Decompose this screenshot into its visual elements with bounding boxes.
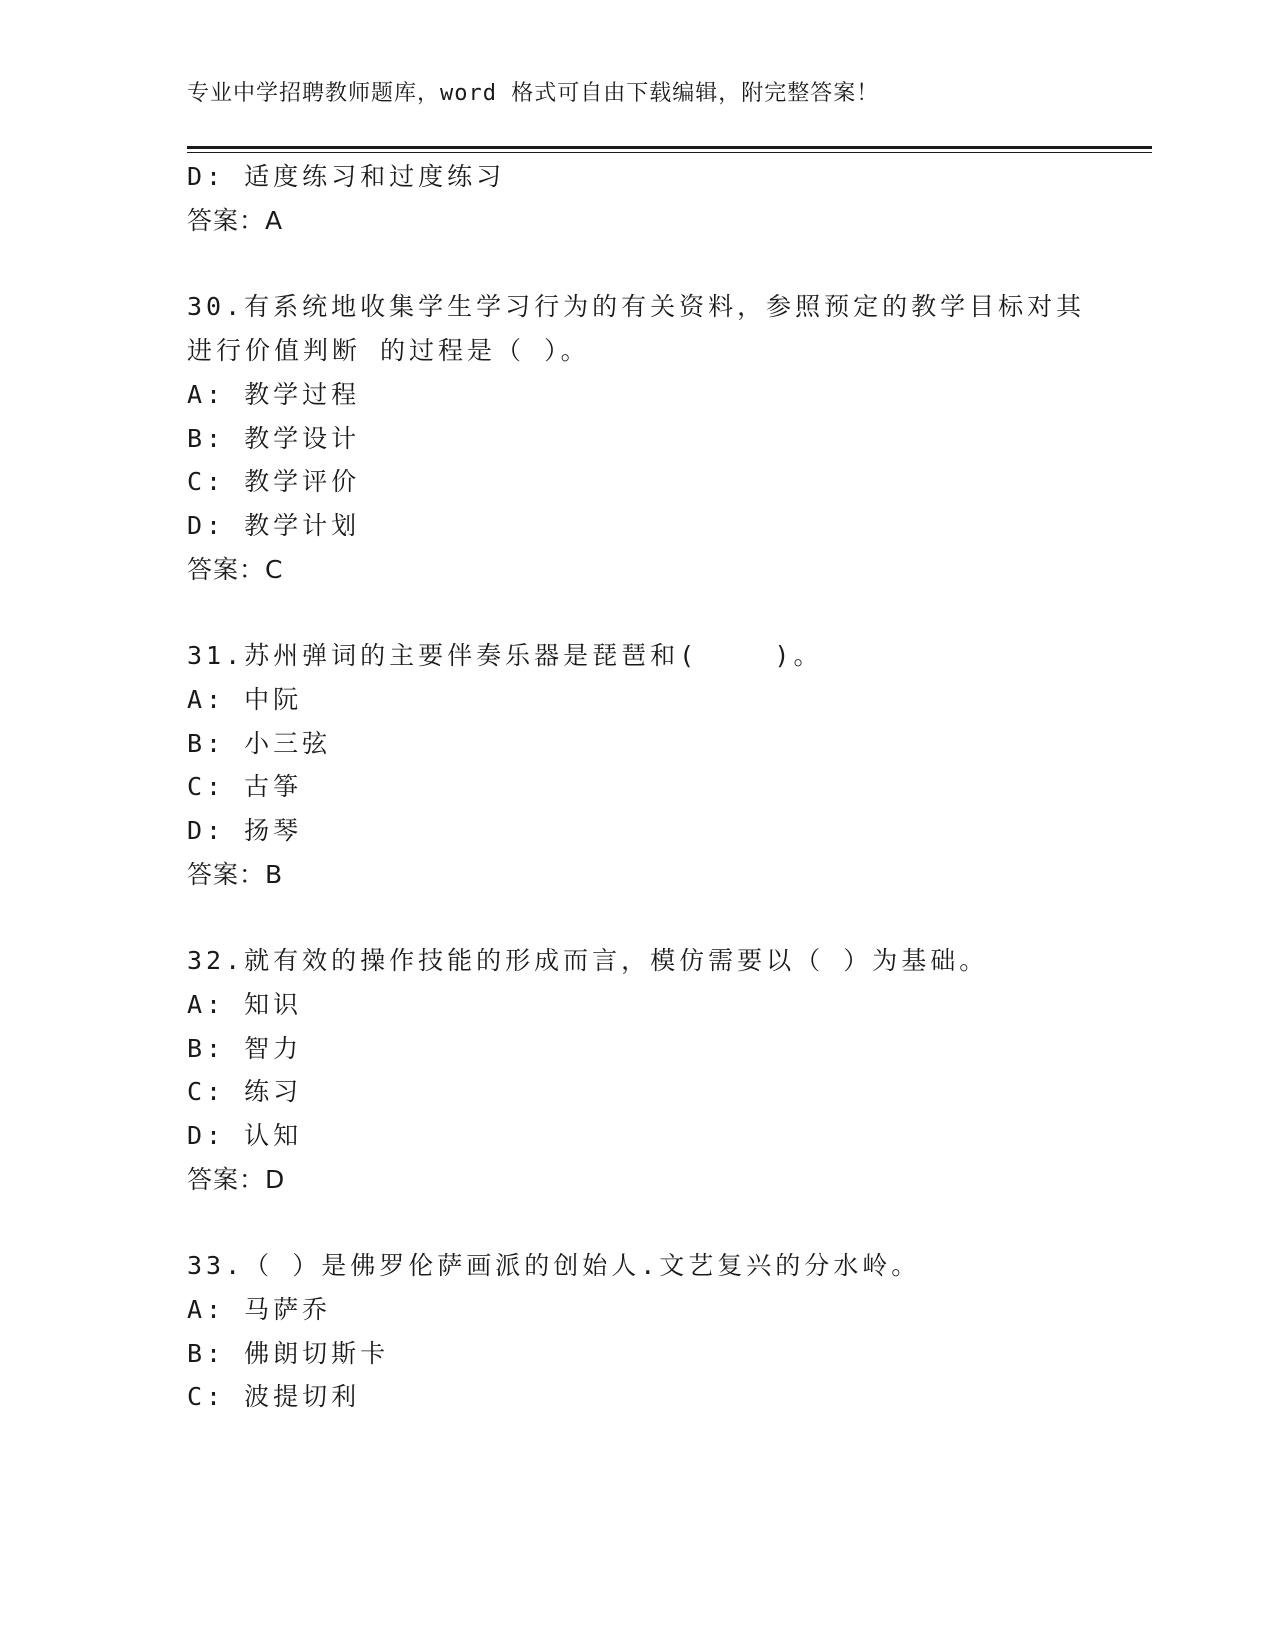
option-d-prev: D: 适度练习和过度练习 bbox=[187, 162, 506, 191]
header-rule-thin bbox=[187, 152, 1152, 153]
question-31-option-b: B: 小三弦 bbox=[187, 729, 332, 758]
question-33-option-c: C: 波提切利 bbox=[187, 1382, 361, 1411]
question-30-option-d: D: 教学计划 bbox=[187, 511, 361, 540]
header-rule-thick bbox=[187, 146, 1152, 149]
question-31-option-c: C: 古筝 bbox=[187, 772, 303, 801]
answer-prev: 答案：A bbox=[187, 206, 284, 235]
question-33-option-b: B: 佛朗切斯卡 bbox=[187, 1339, 390, 1368]
question-30-option-b: B: 教学设计 bbox=[187, 424, 361, 453]
page-header: 专业中学招聘教师题库，word 格式可自由下载编辑，附完整答案！ bbox=[187, 81, 880, 106]
question-31-answer: 答案：B bbox=[187, 860, 284, 889]
question-30-stem-1: 30.有系统地收集学生学习行为的有关资料，参照预定的教学目标对其 bbox=[187, 292, 1086, 321]
question-33-stem: 33.（ ）是佛罗伦萨画派的创始人.文艺复兴的分水岭。 bbox=[187, 1251, 921, 1280]
question-33-option-a: A: 马萨乔 bbox=[187, 1295, 332, 1324]
question-30-option-a: A: 教学过程 bbox=[187, 380, 361, 409]
question-32-option-d: D: 认知 bbox=[187, 1121, 303, 1150]
question-32-stem: 32.就有效的操作技能的形成而言，模仿需要以（ ）为基础。 bbox=[187, 946, 989, 975]
question-32-option-c: C: 练习 bbox=[187, 1077, 303, 1106]
question-32-option-b: B: 智力 bbox=[187, 1034, 303, 1063]
question-32-option-a: A: 知识 bbox=[187, 990, 303, 1019]
question-31-option-d: D: 扬琴 bbox=[187, 816, 303, 845]
question-30-stem-2: 进行价值判断 的过程是（ ）。 bbox=[187, 336, 590, 365]
question-31-option-a: A: 中阮 bbox=[187, 685, 303, 714]
question-31-stem: 31.苏州弹词的主要伴奏乐器是琵琶和( )。 bbox=[187, 641, 823, 670]
question-32-answer: 答案：D bbox=[187, 1165, 286, 1194]
question-30-answer: 答案：C bbox=[187, 555, 284, 584]
question-30-option-c: C: 教学评价 bbox=[187, 467, 361, 496]
